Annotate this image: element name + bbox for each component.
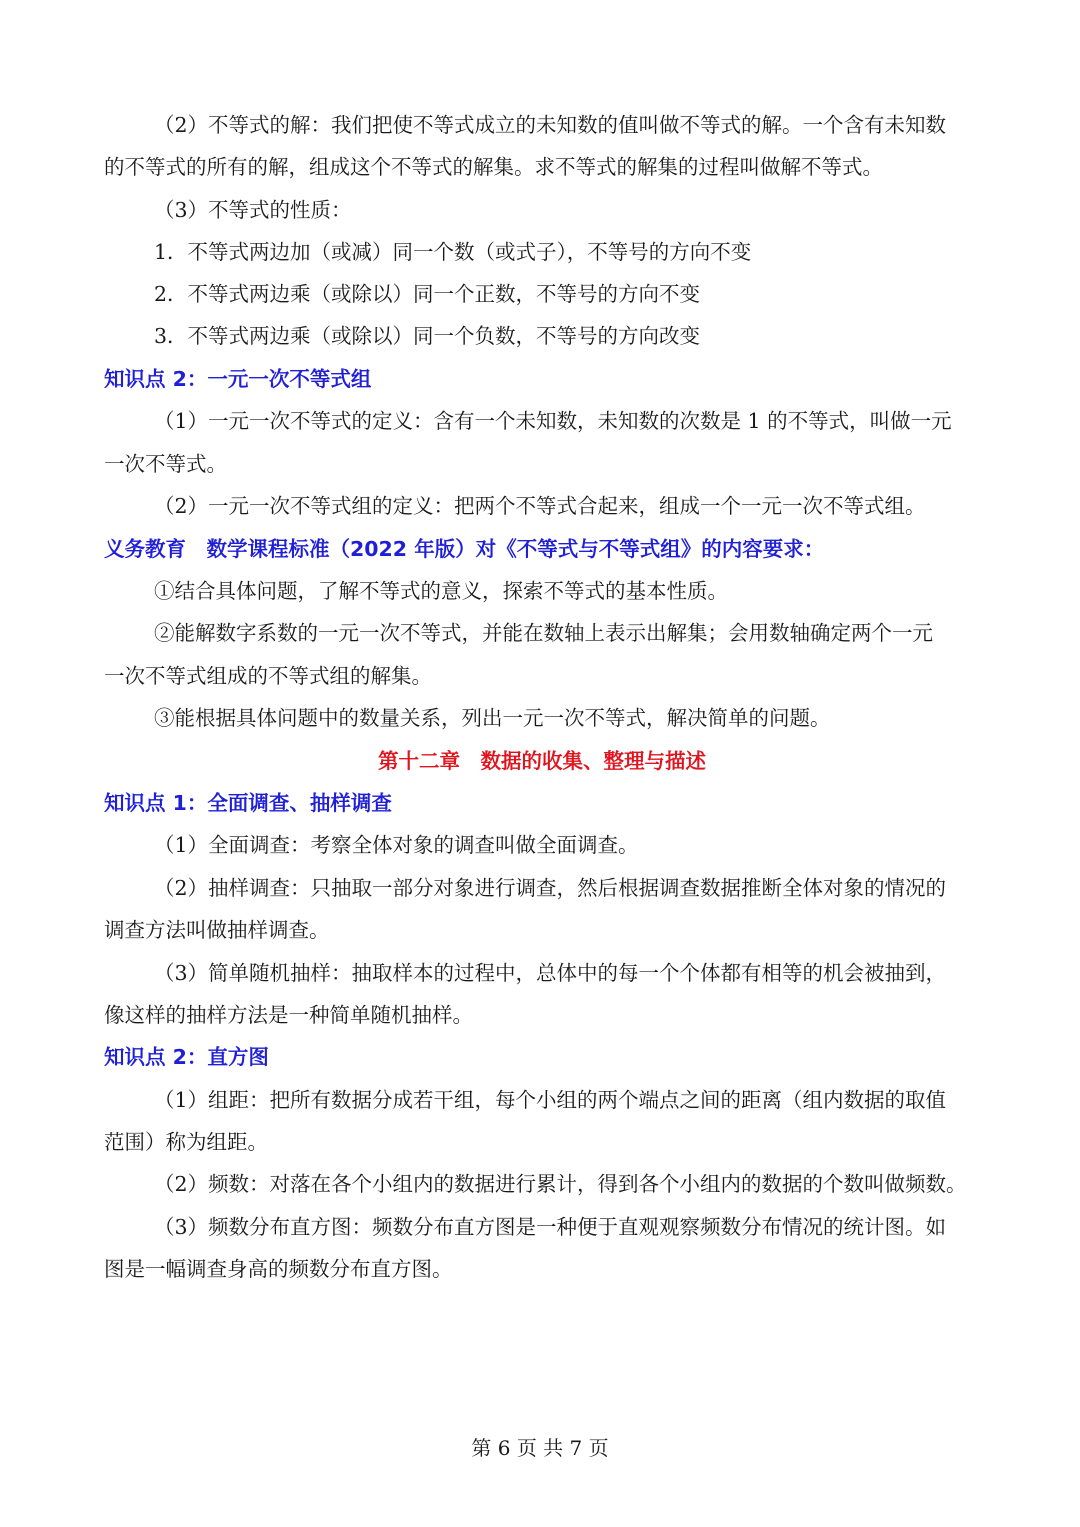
section-heading: 知识点 2：一元一次不等式组 bbox=[104, 367, 372, 391]
paragraph-line: 图是一幅调查身高的频数分布直方图。 bbox=[104, 1257, 453, 1281]
requirement-item: ③能根据具体问题中的数量关系，列出一元一次不等式，解决简单的问题。 bbox=[154, 706, 831, 730]
paragraph-line: （3）频数分布直方图：频数分布直方图是一种便于直观观察频数分布情况的统计图。如 bbox=[154, 1215, 947, 1239]
paragraph-line: （1）一元一次不等式的定义：含有一个未知数，未知数的次数是 1 的不等式，叫做一元 bbox=[154, 409, 952, 433]
paragraph-line: （2）不等式的解：我们把使不等式成立的未知数的值叫做不等式的解。一个含有未知数 bbox=[154, 113, 947, 137]
paragraph-line: （3）不等式的性质： bbox=[154, 198, 352, 222]
paragraph-line: （2）抽样调查：只抽取一部分对象进行调查，然后根据调查数据推断全体对象的情况的 bbox=[154, 876, 947, 900]
section-heading: 知识点 1：全面调查、抽样调查 bbox=[104, 791, 392, 815]
paragraph-line: 的不等式的所有的解，组成这个不等式的解集。求不等式的解集的过程叫做解不等式。 bbox=[104, 155, 883, 179]
list-item: 2．不等式两边乘（或除以）同一个正数，不等号的方向不变 bbox=[154, 282, 701, 306]
paragraph-line: （2）频数：对落在各个小组内的数据进行累计，得到各个小组内的数据的个数叫做频数。 bbox=[154, 1172, 967, 1196]
page-footer: 第 6 页 共 7 页 bbox=[471, 1436, 609, 1460]
paragraph-line: 调查方法叫做抽样调查。 bbox=[104, 918, 330, 942]
requirement-item: ①结合具体问题，了解不等式的意义，探索不等式的基本性质。 bbox=[154, 579, 728, 603]
list-item: 3．不等式两边乘（或除以）同一个负数，不等号的方向改变 bbox=[154, 324, 701, 348]
chapter-title: 第十二章 数据的收集、整理与描述 bbox=[378, 749, 706, 773]
paragraph-line: 范围）称为组距。 bbox=[104, 1130, 268, 1154]
paragraph-line: 像这样的抽样方法是一种简单随机抽样。 bbox=[104, 1003, 473, 1027]
paragraph-line: （2）一元一次不等式组的定义：把两个不等式合起来，组成一个一元一次不等式组。 bbox=[154, 494, 926, 518]
requirement-item: ②能解数字系数的一元一次不等式，并能在数轴上表示出解集；会用数轴确定两个一元 bbox=[154, 621, 933, 645]
section-heading: 知识点 2：直方图 bbox=[104, 1045, 269, 1069]
paragraph-line: 一次不等式。 bbox=[104, 452, 227, 476]
paragraph-line: （3）简单随机抽样：抽取样本的过程中，总体中的每一个个体都有相等的机会被抽到， bbox=[154, 961, 947, 985]
list-item: 1．不等式两边加（或减）同一个数（或式子），不等号的方向不变 bbox=[154, 240, 752, 264]
requirement-item-continued: 一次不等式组成的不等式组的解集。 bbox=[104, 664, 432, 688]
paragraph-line: （1）组距：把所有数据分成若干组，每个小组的两个端点之间的距离（组内数据的取值 bbox=[154, 1088, 947, 1112]
paragraph-line: （1）全面调查：考察全体对象的调查叫做全面调查。 bbox=[154, 833, 639, 857]
standard-heading: 义务教育 数学课程标准（2022 年版）对《不等式与不等式组》的内容要求： bbox=[104, 537, 825, 561]
